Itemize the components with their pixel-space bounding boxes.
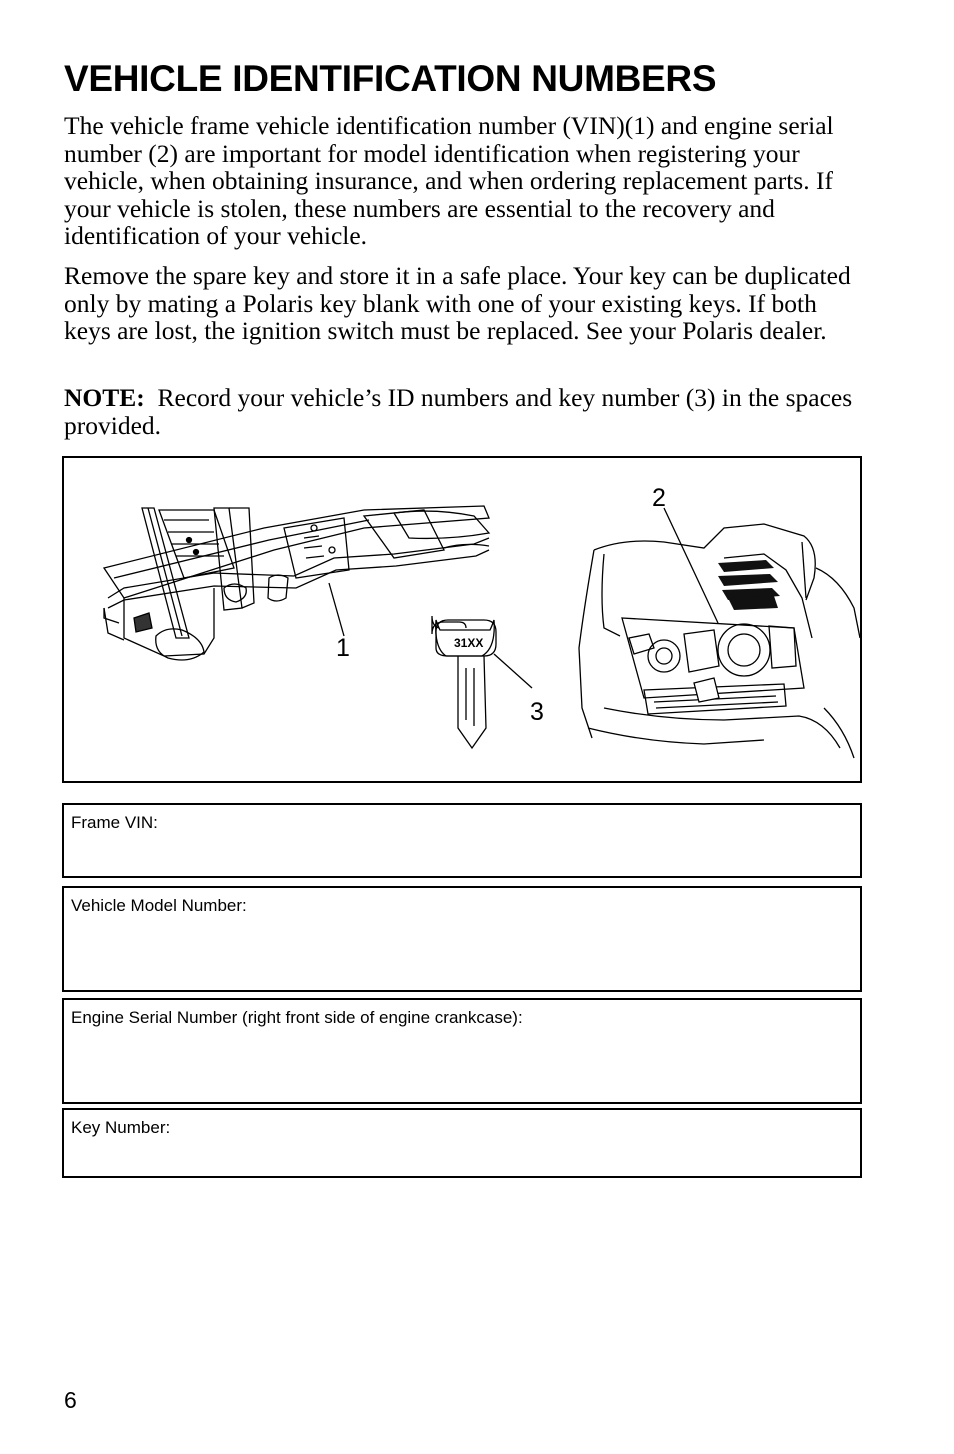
spare-key-paragraph: Remove the spare key and store it in a safe place. Your key can be duplicated only by mating a Polaris key blank with one of your existing keys. If both keys are lost, the ignition switch must be replaced. See your Polaris dealer. <box>64 261 851 346</box>
gauge-slots <box>718 560 780 610</box>
key-stamp: 31XX <box>454 636 484 650</box>
note-text: Record your vehicle’s ID numbers and key number (3) in the spaces provided. <box>64 383 853 440</box>
intro-paragraph: The vehicle frame vehicle identification number (VIN)(1) and engine serial number (2) are important for model identification when registering your vehicle, when obtaining insurance, and when ordering replacement parts. If your vehicle is stolen, these numbers are essential to the recovery and identification of your vehicle. <box>64 111 834 251</box>
model-number-label: Vehicle Model Number: <box>71 896 247 915</box>
page-number: 6 <box>64 1387 77 1413</box>
key-number-label: Key Number: <box>71 1118 171 1137</box>
identification-figure <box>62 456 862 783</box>
frame-vin-label: Frame VIN: <box>71 813 158 832</box>
note-paragraph <box>64 384 864 439</box>
frame-vin-record-box[interactable] <box>62 803 862 878</box>
figure-illustration <box>64 458 860 781</box>
key-number-record-box[interactable] <box>62 1108 862 1178</box>
model-number-record-box[interactable] <box>62 886 862 992</box>
engine-illustration <box>579 524 860 758</box>
callout-1: 1 <box>336 634 350 662</box>
engine-serial-record-box[interactable] <box>62 998 862 1104</box>
page-title: VEHICLE IDENTIFICATION NUMBERS <box>64 58 717 99</box>
callout-2: 2 <box>652 484 666 512</box>
note-label: NOTE: <box>64 383 145 412</box>
engine-serial-label: Engine Serial Number (right front side of engine crankcase): <box>71 1008 523 1027</box>
callout-3: 3 <box>530 698 544 726</box>
frame-illustration <box>104 506 489 660</box>
